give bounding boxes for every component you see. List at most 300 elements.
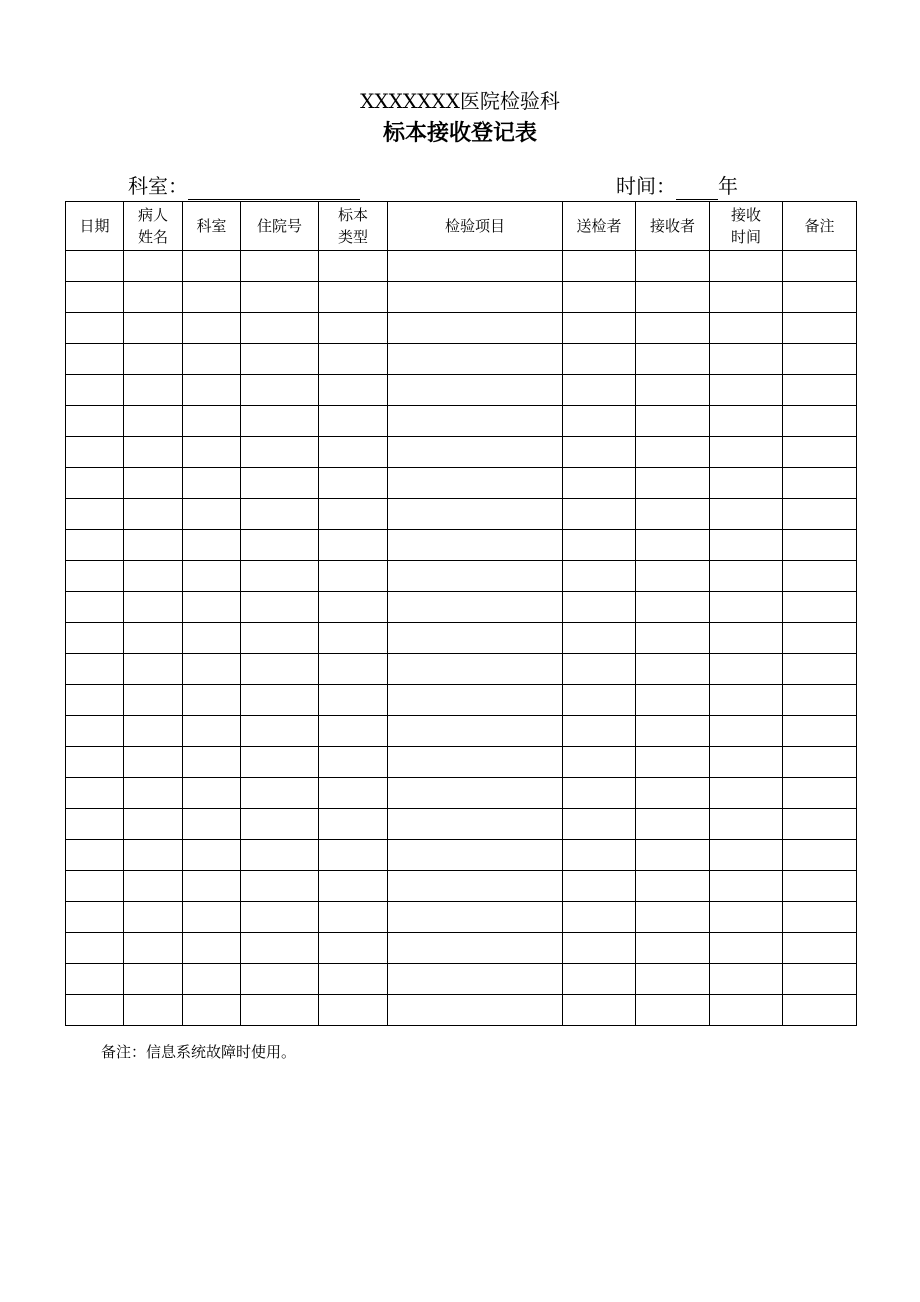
table-cell-receiver[interactable]: [636, 313, 710, 344]
table-cell-receiver[interactable]: [636, 468, 710, 499]
table-cell-test-items[interactable]: [388, 282, 563, 313]
table-cell-test-items[interactable]: [388, 871, 563, 902]
table-cell-patient-name[interactable]: [124, 809, 183, 840]
table-cell-specimen-type[interactable]: [319, 809, 388, 840]
table-cell-receiver[interactable]: [636, 995, 710, 1026]
table-cell-specimen-type[interactable]: [319, 623, 388, 654]
table-cell-sender[interactable]: [563, 747, 636, 778]
table-cell-test-items[interactable]: [388, 623, 563, 654]
table-cell-receive-time[interactable]: [710, 747, 783, 778]
table-cell-receiver[interactable]: [636, 282, 710, 313]
table-cell-date[interactable]: [66, 437, 124, 468]
table-cell-remarks[interactable]: [783, 530, 857, 561]
table-cell-receiver[interactable]: [636, 251, 710, 282]
table-cell-inpatient-number[interactable]: [241, 654, 319, 685]
table-cell-department[interactable]: [183, 716, 241, 747]
column-header-line: 日期: [79, 217, 110, 235]
table-cell-date[interactable]: [66, 592, 124, 623]
table-cell-department[interactable]: [183, 313, 241, 344]
table-cell-remarks[interactable]: [783, 499, 857, 530]
table-cell-date[interactable]: [66, 685, 124, 716]
table-row: [66, 437, 857, 468]
table-cell-sender[interactable]: [563, 344, 636, 375]
table-cell-remarks[interactable]: [783, 716, 857, 747]
table-cell-test-items[interactable]: [388, 685, 563, 716]
table-cell-patient-name[interactable]: [124, 933, 183, 964]
table-cell-specimen-type[interactable]: [319, 437, 388, 468]
table-cell-inpatient-number[interactable]: [241, 406, 319, 437]
table-cell-remarks[interactable]: [783, 778, 857, 809]
column-header-receiver: [636, 202, 710, 251]
table-cell-test-items[interactable]: [388, 592, 563, 623]
table-cell-receiver[interactable]: [636, 530, 710, 561]
table-cell-remarks[interactable]: [783, 840, 857, 871]
table-cell-department[interactable]: [183, 406, 241, 437]
table-cell-sender[interactable]: [563, 468, 636, 499]
table-cell-receive-time[interactable]: [710, 313, 783, 344]
table-cell-receiver[interactable]: [636, 499, 710, 530]
table-cell-receiver[interactable]: [636, 375, 710, 406]
column-header-line: 检验项目: [444, 217, 505, 235]
table-cell-inpatient-number[interactable]: [241, 251, 319, 282]
table-cell-test-items[interactable]: [388, 933, 563, 964]
table-cell-patient-name[interactable]: [124, 623, 183, 654]
table-cell-inpatient-number[interactable]: [241, 685, 319, 716]
table-cell-sender[interactable]: [563, 840, 636, 871]
table-cell-remarks[interactable]: [783, 964, 857, 995]
table-cell-department[interactable]: [183, 592, 241, 623]
table-cell-receive-time[interactable]: [710, 902, 783, 933]
table-cell-date[interactable]: [66, 933, 124, 964]
table-row: [66, 809, 857, 840]
table-cell-test-items[interactable]: [388, 437, 563, 468]
table-cell-inpatient-number[interactable]: [241, 778, 319, 809]
table-cell-specimen-type[interactable]: [319, 995, 388, 1026]
table-cell-date[interactable]: [66, 499, 124, 530]
table-cell-receiver[interactable]: [636, 747, 710, 778]
table-cell-patient-name[interactable]: [124, 375, 183, 406]
table-cell-test-items[interactable]: [388, 406, 563, 437]
table-row: [66, 871, 857, 902]
table-cell-sender[interactable]: [563, 282, 636, 313]
column-header-line: 科室: [196, 217, 227, 235]
table-cell-specimen-type[interactable]: [319, 685, 388, 716]
table-cell-sender[interactable]: [563, 964, 636, 995]
table-cell-specimen-type[interactable]: [319, 313, 388, 344]
table-row: [66, 623, 857, 654]
table-cell-remarks[interactable]: [783, 809, 857, 840]
table-cell-patient-name[interactable]: [124, 406, 183, 437]
table-cell-receive-time[interactable]: [710, 592, 783, 623]
table-cell-receive-time[interactable]: [710, 809, 783, 840]
time-label: 时间：: [616, 174, 676, 198]
table-cell-inpatient-number[interactable]: [241, 840, 319, 871]
table-cell-receiver[interactable]: [636, 561, 710, 592]
table-cell-specimen-type[interactable]: [319, 344, 388, 375]
table-cell-date[interactable]: [66, 716, 124, 747]
table-cell-inpatient-number[interactable]: [241, 592, 319, 623]
table-cell-receive-time[interactable]: [710, 561, 783, 592]
table-cell-test-items[interactable]: [388, 995, 563, 1026]
table-cell-remarks[interactable]: [783, 871, 857, 902]
table-cell-remarks[interactable]: [783, 437, 857, 468]
table-cell-inpatient-number[interactable]: [241, 437, 319, 468]
table-cell-test-items[interactable]: [388, 778, 563, 809]
table-row: [66, 685, 857, 716]
table-cell-receiver[interactable]: [636, 685, 710, 716]
table-cell-receive-time[interactable]: [710, 995, 783, 1026]
table-cell-department[interactable]: [183, 964, 241, 995]
table-cell-test-items[interactable]: [388, 530, 563, 561]
year-blank[interactable]: [676, 177, 718, 200]
table-cell-test-items[interactable]: [388, 716, 563, 747]
table-cell-department[interactable]: [183, 995, 241, 1026]
table-cell-specimen-type[interactable]: [319, 778, 388, 809]
table-cell-receive-time[interactable]: [710, 685, 783, 716]
table-cell-patient-name[interactable]: [124, 530, 183, 561]
table-cell-remarks[interactable]: [783, 251, 857, 282]
table-cell-date[interactable]: [66, 654, 124, 685]
table-row: [66, 778, 857, 809]
table-cell-receiver[interactable]: [636, 406, 710, 437]
table-cell-department[interactable]: [183, 375, 241, 406]
table-cell-specimen-type[interactable]: [319, 468, 388, 499]
table-row: [66, 747, 857, 778]
table-cell-remarks[interactable]: [783, 375, 857, 406]
table-cell-remarks[interactable]: [783, 468, 857, 499]
form-title: 标本接收登记表: [382, 120, 537, 146]
table-cell-receive-time[interactable]: [710, 716, 783, 747]
table-cell-date[interactable]: [66, 406, 124, 437]
table-cell-test-items[interactable]: [388, 561, 563, 592]
table-cell-date[interactable]: [66, 468, 124, 499]
time-field: [616, 172, 738, 200]
table-cell-patient-name[interactable]: [124, 902, 183, 933]
table-cell-patient-name[interactable]: [124, 871, 183, 902]
table-cell-date[interactable]: [66, 251, 124, 282]
table-cell-sender[interactable]: [563, 902, 636, 933]
table-row: [66, 499, 857, 530]
table-cell-receiver[interactable]: [636, 592, 710, 623]
table-cell-department[interactable]: [183, 747, 241, 778]
table-row: [66, 654, 857, 685]
table-cell-sender[interactable]: [563, 375, 636, 406]
year-suffix: 年: [718, 174, 738, 198]
table-cell-inpatient-number[interactable]: [241, 561, 319, 592]
table-cell-department[interactable]: [183, 933, 241, 964]
table-cell-test-items[interactable]: [388, 902, 563, 933]
table-row: [66, 375, 857, 406]
table-cell-department[interactable]: [183, 654, 241, 685]
table-cell-inpatient-number[interactable]: [241, 995, 319, 1026]
table-cell-remarks[interactable]: [783, 592, 857, 623]
table-cell-remarks[interactable]: [783, 747, 857, 778]
table-cell-inpatient-number[interactable]: [241, 964, 319, 995]
column-header-line: 姓名: [137, 228, 168, 246]
table-row: [66, 251, 857, 282]
table-cell-patient-name[interactable]: [124, 561, 183, 592]
table-cell-inpatient-number[interactable]: [241, 716, 319, 747]
table-cell-test-items[interactable]: [388, 344, 563, 375]
table-cell-patient-name[interactable]: [124, 344, 183, 375]
table-cell-department[interactable]: [183, 840, 241, 871]
table-cell-receiver[interactable]: [636, 623, 710, 654]
table-row: [66, 995, 857, 1026]
table-cell-patient-name[interactable]: [124, 840, 183, 871]
table-cell-receiver[interactable]: [636, 344, 710, 375]
table-row: [66, 468, 857, 499]
table-cell-sender[interactable]: [563, 685, 636, 716]
table-cell-inpatient-number[interactable]: [241, 747, 319, 778]
table-cell-patient-name[interactable]: [124, 654, 183, 685]
column-header-line: 时间: [730, 228, 761, 246]
table-cell-receiver[interactable]: [636, 437, 710, 468]
table-cell-department[interactable]: [183, 530, 241, 561]
table-body: [66, 251, 857, 1026]
column-header-line: 类型: [337, 228, 368, 246]
table-cell-specimen-type[interactable]: [319, 375, 388, 406]
table-cell-sender[interactable]: [563, 530, 636, 561]
table-cell-specimen-type[interactable]: [319, 530, 388, 561]
table-cell-receive-time[interactable]: [710, 964, 783, 995]
department-label: 科室：: [128, 174, 188, 198]
table-cell-department[interactable]: [183, 437, 241, 468]
table-cell-patient-name[interactable]: [124, 468, 183, 499]
table-cell-patient-name[interactable]: [124, 499, 183, 530]
table-cell-patient-name[interactable]: [124, 716, 183, 747]
table-cell-date[interactable]: [66, 902, 124, 933]
table-row: [66, 933, 857, 964]
column-header-patient-name: [124, 202, 183, 251]
table-row: [66, 840, 857, 871]
table-cell-patient-name[interactable]: [124, 995, 183, 1026]
table-cell-specimen-type[interactable]: [319, 964, 388, 995]
table-cell-receive-time[interactable]: [710, 871, 783, 902]
table-cell-remarks[interactable]: [783, 623, 857, 654]
table-cell-receive-time[interactable]: [710, 933, 783, 964]
table-cell-test-items[interactable]: [388, 375, 563, 406]
table-cell-receiver[interactable]: [636, 902, 710, 933]
table-cell-department[interactable]: [183, 871, 241, 902]
table-cell-inpatient-number[interactable]: [241, 468, 319, 499]
column-header-receive-time: [710, 202, 783, 251]
table-row: [66, 902, 857, 933]
column-header-line: 送检者: [576, 217, 622, 235]
table-cell-test-items[interactable]: [388, 313, 563, 344]
table-cell-receive-time[interactable]: [710, 840, 783, 871]
column-header-line: 病人: [137, 206, 168, 224]
table-cell-sender[interactable]: [563, 406, 636, 437]
table-cell-department[interactable]: [183, 685, 241, 716]
table-cell-specimen-type[interactable]: [319, 747, 388, 778]
table-cell-department[interactable]: [183, 902, 241, 933]
table-cell-date[interactable]: [66, 282, 124, 313]
department-blank[interactable]: [188, 177, 360, 200]
table-cell-receive-time[interactable]: [710, 375, 783, 406]
table-cell-specimen-type[interactable]: [319, 561, 388, 592]
table-cell-remarks[interactable]: [783, 282, 857, 313]
table-cell-receive-time[interactable]: [710, 499, 783, 530]
table-cell-receive-time[interactable]: [710, 530, 783, 561]
table-cell-sender[interactable]: [563, 437, 636, 468]
table-cell-receiver[interactable]: [636, 654, 710, 685]
table-cell-receiver[interactable]: [636, 778, 710, 809]
table-cell-sender[interactable]: [563, 778, 636, 809]
table-cell-sender[interactable]: [563, 995, 636, 1026]
table-cell-test-items[interactable]: [388, 964, 563, 995]
table-cell-remarks[interactable]: [783, 902, 857, 933]
table-row: [66, 592, 857, 623]
table-cell-specimen-type[interactable]: [319, 902, 388, 933]
table-cell-sender[interactable]: [563, 499, 636, 530]
table-cell-test-items[interactable]: [388, 251, 563, 282]
table-cell-date[interactable]: [66, 375, 124, 406]
column-header-department: [183, 202, 241, 251]
table-cell-specimen-type[interactable]: [319, 716, 388, 747]
table-cell-receiver[interactable]: [636, 871, 710, 902]
table-cell-patient-name[interactable]: [124, 251, 183, 282]
table-cell-date[interactable]: [66, 623, 124, 654]
table-cell-receiver[interactable]: [636, 809, 710, 840]
column-header-line: 接收者: [649, 217, 695, 235]
table-cell-date[interactable]: [66, 840, 124, 871]
table-cell-sender[interactable]: [563, 654, 636, 685]
table-cell-department[interactable]: [183, 561, 241, 592]
table-cell-receive-time[interactable]: [710, 778, 783, 809]
table-cell-specimen-type[interactable]: [319, 282, 388, 313]
table-cell-department[interactable]: [183, 251, 241, 282]
table-cell-date[interactable]: [66, 344, 124, 375]
table-cell-specimen-type[interactable]: [319, 933, 388, 964]
column-header-specimen-type: [319, 202, 388, 251]
table-cell-sender[interactable]: [563, 561, 636, 592]
table-cell-remarks[interactable]: [783, 654, 857, 685]
table-cell-specimen-type[interactable]: [319, 406, 388, 437]
table-cell-remarks[interactable]: [783, 406, 857, 437]
table-cell-sender[interactable]: [563, 313, 636, 344]
table-cell-inpatient-number[interactable]: [241, 344, 319, 375]
table-cell-inpatient-number[interactable]: [241, 499, 319, 530]
hospital-name: XXXXXXX医院检验科: [360, 89, 560, 113]
table-cell-inpatient-number[interactable]: [241, 809, 319, 840]
table-cell-specimen-type[interactable]: [319, 840, 388, 871]
table-cell-specimen-type[interactable]: [319, 871, 388, 902]
table-cell-date[interactable]: [66, 964, 124, 995]
table-cell-test-items[interactable]: [388, 499, 563, 530]
table-cell-inpatient-number[interactable]: [241, 530, 319, 561]
table-cell-test-items[interactable]: [388, 809, 563, 840]
table-cell-department[interactable]: [183, 468, 241, 499]
table-cell-sender[interactable]: [563, 933, 636, 964]
column-header-line: 住院号: [256, 217, 302, 235]
table-cell-inpatient-number[interactable]: [241, 871, 319, 902]
table-cell-remarks[interactable]: [783, 995, 857, 1026]
table-cell-specimen-type[interactable]: [319, 592, 388, 623]
table-row: [66, 406, 857, 437]
table-cell-receive-time[interactable]: [710, 282, 783, 313]
table-cell-remarks[interactable]: [783, 313, 857, 344]
table-cell-date[interactable]: [66, 561, 124, 592]
column-header-line: 接收: [730, 206, 761, 224]
table-cell-date[interactable]: [66, 313, 124, 344]
table-cell-date[interactable]: [66, 530, 124, 561]
table-cell-patient-name[interactable]: [124, 778, 183, 809]
table-cell-specimen-type[interactable]: [319, 654, 388, 685]
table-cell-inpatient-number[interactable]: [241, 902, 319, 933]
table-cell-receive-time[interactable]: [710, 406, 783, 437]
footnote: 备注：信息系统故障时使用。: [101, 1043, 297, 1061]
table-cell-date[interactable]: [66, 809, 124, 840]
table-cell-department[interactable]: [183, 344, 241, 375]
column-header-test-items: [388, 202, 563, 251]
table-cell-patient-name[interactable]: [124, 313, 183, 344]
table-row: [66, 716, 857, 747]
table-cell-patient-name[interactable]: [124, 685, 183, 716]
column-header-line: 标本: [337, 206, 368, 224]
table-cell-patient-name[interactable]: [124, 592, 183, 623]
table-cell-specimen-type[interactable]: [319, 499, 388, 530]
table-cell-receiver[interactable]: [636, 840, 710, 871]
table-cell-sender[interactable]: [563, 251, 636, 282]
table-cell-receive-time[interactable]: [710, 437, 783, 468]
table-cell-remarks[interactable]: [783, 561, 857, 592]
table-cell-department[interactable]: [183, 809, 241, 840]
table-cell-specimen-type[interactable]: [319, 251, 388, 282]
table-cell-remarks[interactable]: [783, 933, 857, 964]
table-cell-department[interactable]: [183, 778, 241, 809]
table-cell-receiver[interactable]: [636, 964, 710, 995]
table-cell-receive-time[interactable]: [710, 344, 783, 375]
table-row: [66, 313, 857, 344]
table-cell-sender[interactable]: [563, 716, 636, 747]
table-cell-receive-time[interactable]: [710, 468, 783, 499]
table-cell-receive-time[interactable]: [710, 623, 783, 654]
table-cell-receiver[interactable]: [636, 716, 710, 747]
table-cell-test-items[interactable]: [388, 840, 563, 871]
table-cell-date[interactable]: [66, 871, 124, 902]
table-cell-inpatient-number[interactable]: [241, 375, 319, 406]
table-cell-sender[interactable]: [563, 809, 636, 840]
table-cell-test-items[interactable]: [388, 654, 563, 685]
table-cell-department[interactable]: [183, 623, 241, 654]
table-cell-test-items[interactable]: [388, 747, 563, 778]
table-cell-sender[interactable]: [563, 871, 636, 902]
table-cell-inpatient-number[interactable]: [241, 313, 319, 344]
table-row: [66, 530, 857, 561]
table-cell-test-items[interactable]: [388, 468, 563, 499]
table-cell-sender[interactable]: [563, 592, 636, 623]
table-cell-date[interactable]: [66, 995, 124, 1026]
table-cell-inpatient-number[interactable]: [241, 933, 319, 964]
table-cell-receiver[interactable]: [636, 933, 710, 964]
table-cell-department[interactable]: [183, 499, 241, 530]
table-cell-receive-time[interactable]: [710, 654, 783, 685]
table-cell-date[interactable]: [66, 778, 124, 809]
table-cell-patient-name[interactable]: [124, 964, 183, 995]
table-cell-remarks[interactable]: [783, 344, 857, 375]
table-cell-receive-time[interactable]: [710, 251, 783, 282]
table-cell-sender[interactable]: [563, 623, 636, 654]
table-cell-date[interactable]: [66, 747, 124, 778]
table-cell-patient-name[interactable]: [124, 282, 183, 313]
department-field: [128, 172, 360, 200]
table-cell-patient-name[interactable]: [124, 747, 183, 778]
table-cell-department[interactable]: [183, 282, 241, 313]
table-cell-inpatient-number[interactable]: [241, 623, 319, 654]
table-cell-patient-name[interactable]: [124, 437, 183, 468]
table-cell-inpatient-number[interactable]: [241, 282, 319, 313]
table-cell-remarks[interactable]: [783, 685, 857, 716]
